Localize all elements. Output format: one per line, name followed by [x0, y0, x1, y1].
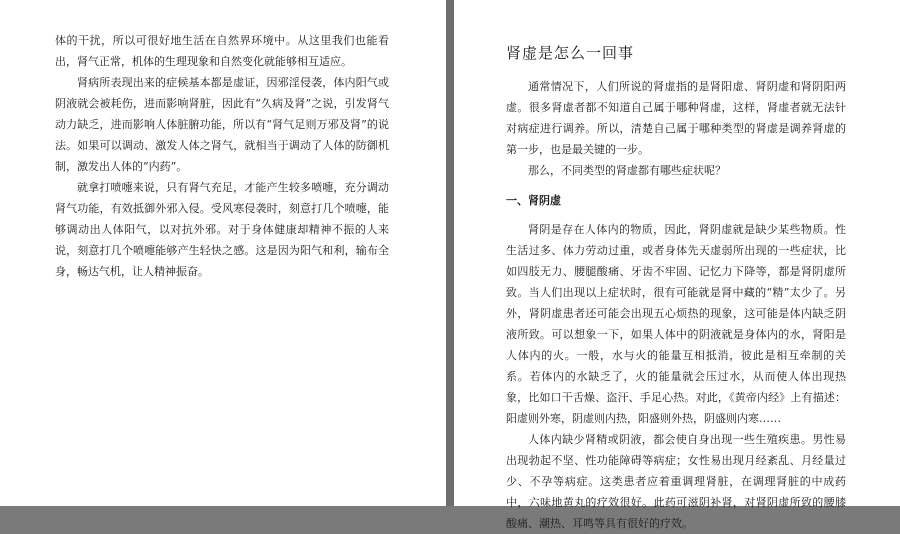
section-heading: 一、肾阴虚 [506, 194, 561, 207]
paragraph: 通常情况下，人们所说的肾虚指的是肾阳虚、肾阴虚和肾阴阳两虚。很多肾虚者都不知道自己属于哪种肾虚，这样，肾虚者就无法针对病症进行调养。所以，清楚自己属于哪种类型的肾虚是调养肾虚的第一步，也是最关键的一步。 [506, 80, 846, 156]
paragraph: 就拿打喷嚏来说，只有肾气充足，才能产生较多喷嚏，充分调动肾气功能，有效抵御外邪入侵。受风寒侵袭时，刻意打几个喷嚏，能够调动出人体阳气，以对抗外邪。对于身体健康却精神不振的人来说，刻意打几个喷嚏能够产生轻快之感。这是因为阳气和利，输布全身，畅达气机，让人精神振奋。 [55, 181, 389, 278]
paragraph: 肾阴是存在人体内的物质，因此，肾阴虚就是缺少某些物质。性生活过多、体力劳动过重，或者身体先天虚弱所出现的一些症状，比如四肢无力、腰腿酸痛、牙齿不牢固、记忆力下降等，都是肾阴虚所致。当人们出现以上症状时，很有可能就是肾中藏的“精”太少了。另外，肾阴虚患者还可能会出现五心烦热的现象，这可能是体内缺乏阴液所致。可以想象一下，如果人体中的阴液就是身体内的水，肾阳是人体内的火。一般，水与火的能量互相抵消，彼此是相互牵制的关系。若体内的水缺乏了，火的能量就会压过水，从而使人体出现热象，比如口干舌燥、盗汗、手足心热。对此，《黄帝内经》上有描述：阳虚则外寒，阴虚则内热，阳盛则外热，阴盛则内寒…… [506, 223, 846, 425]
paragraph: 体的干扰，所以可很好地生活在自然界环境中。从这里我们也能看出，肾气正常，机体的生理现象和自然变化就能够相互适应。 [55, 34, 389, 68]
paragraph: 那么，不同类型的肾虚都有哪些症状呢？ [528, 164, 726, 177]
right-page [454, 0, 900, 530]
paragraph: 肾病所表现出来的症候基本都是虚证，因邪淫侵袭，体内阳气或阴液就会被耗伤，进而影响肾脏，因此有“久病及肾”之说，引发肾气动力缺乏，进而影响人体脏腑功能，所以有“肾气足则万邪及肾”的说法。如果可以调动、激发人体之肾气，就相当于调动了人体的防御机制，激发出人体的“内药”。 [55, 76, 389, 173]
paragraph: 人体内缺少肾精或阴液，都会使自身出现一些生殖疾患。男性易出现勃起不坚、性功能障碍等病症；女性易出现月经紊乱、月经量过少、不孕等病症。这类患者应着重调理肾脏，在调理肾脏的中成药中，六味地黄丸的疗效很好。此药可滋阴补肾，对肾阴虚所致的腰膝酸痛、潮热、耳鸣等具有很好的疗效。 [506, 433, 846, 530]
left-page [0, 0, 446, 506]
left-page-text [55, 30, 389, 282]
page-gutter [446, 0, 454, 506]
section-body-text [506, 219, 846, 534]
intro-text [506, 76, 846, 181]
chapter-title: 肾虚是怎么一回事 [506, 44, 635, 62]
